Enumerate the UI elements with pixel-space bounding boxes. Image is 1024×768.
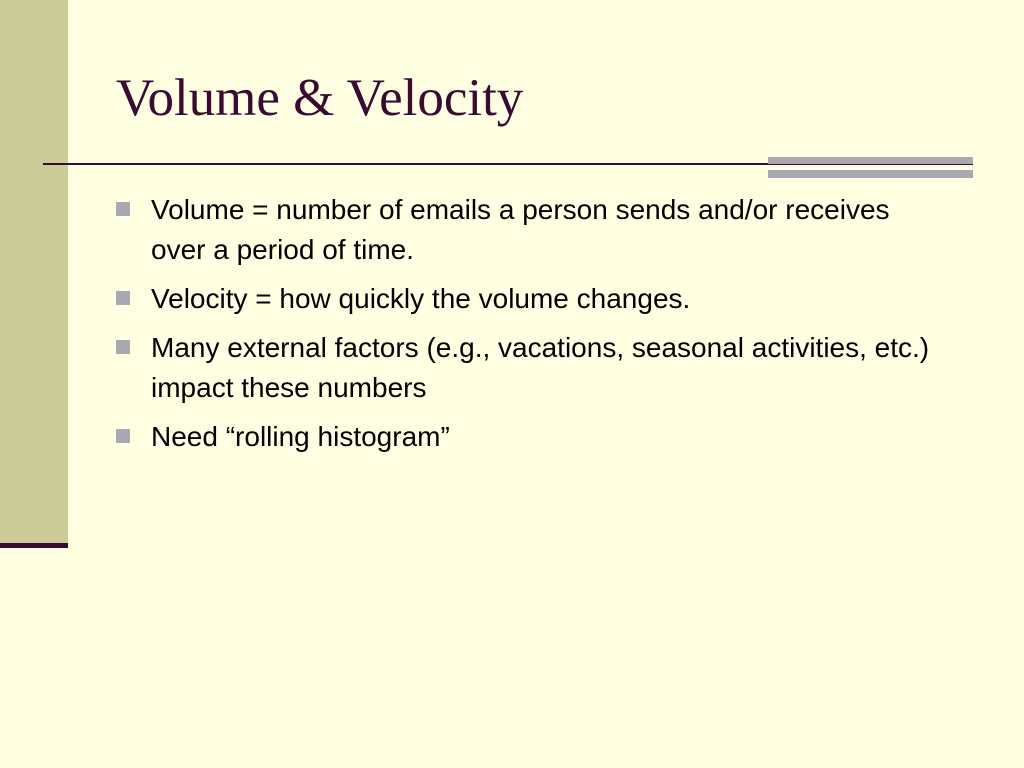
left-band-rule — [0, 543, 68, 548]
square-bullet-icon — [116, 202, 130, 216]
square-bullet-icon — [116, 340, 130, 354]
square-bullet-icon — [116, 429, 130, 443]
bullet-text: Many external factors (e.g., vacations, seasonal activities, etc.) impact these numbers — [151, 332, 930, 403]
bullet-item — [116, 279, 936, 319]
accent-bar-top — [768, 157, 973, 164]
bullet-text: Velocity = how quickly the volume changes. — [151, 283, 691, 314]
bullet-item — [116, 328, 936, 408]
bullet-list — [116, 190, 936, 466]
left-decorative-band — [0, 0, 68, 546]
bullet-text: Volume = number of emails a person sends and/or receives over a period of time. — [151, 194, 890, 265]
bullet-item — [116, 417, 936, 457]
bullet-text: Need “rolling histogram” — [151, 421, 450, 452]
accent-bar-bottom — [768, 170, 973, 178]
slide-title: Volume & Velocity — [116, 69, 524, 127]
square-bullet-icon — [116, 291, 130, 305]
bullet-item — [116, 190, 936, 270]
